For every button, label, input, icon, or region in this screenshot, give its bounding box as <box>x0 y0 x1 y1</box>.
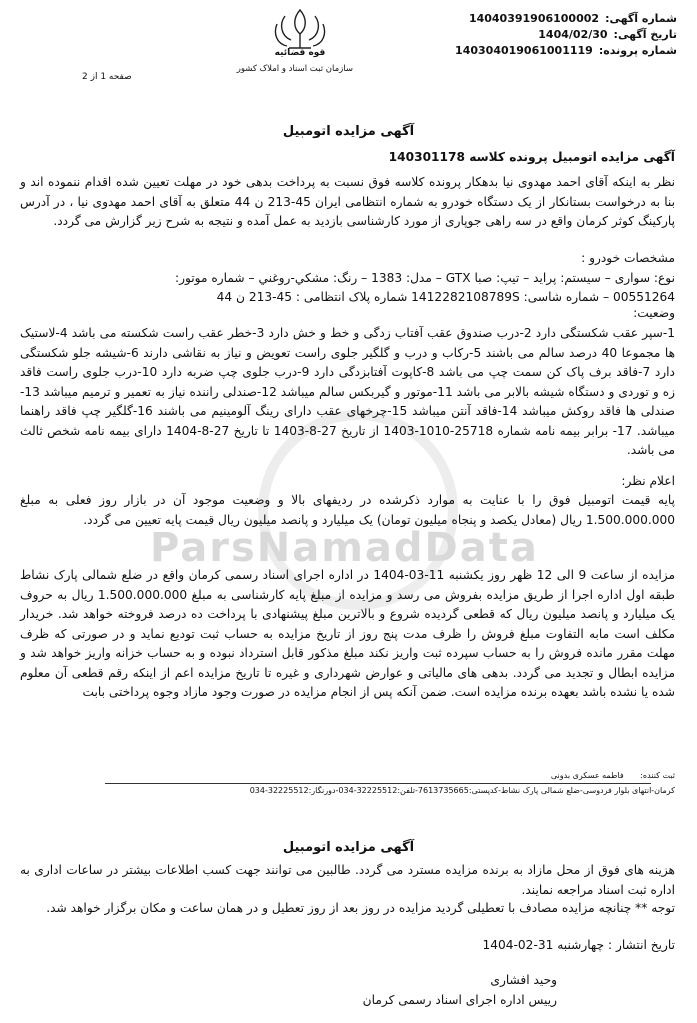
ad-number-row <box>469 12 677 25</box>
specs-line1: نوع: سواری – سیستم: پراید – تیپ: صبا GTX – مدل: 1383 – رنگ: مشکي-روغني – شماره موتور: <box>175 271 675 285</box>
page-number: صفحه 1 از 2 <box>82 72 132 82</box>
org-line1: قوه قضائیه <box>274 48 326 58</box>
file-number-label: شماره پرونده: <box>598 44 677 57</box>
file-number: 140304019061001119 <box>455 44 593 57</box>
watermark: ParsNamadData <box>150 525 539 571</box>
ad-number: 14040391906100002 <box>468 12 600 25</box>
specs-heading: مشخصات خودرو : <box>581 251 675 265</box>
notice2-body: هزینه های فوق از محل مازاد به برنده مزایده مسترد می گردد. طالبین می توانند جهت کسب اطلاعات بیشتر در ساعات اداری به اداره ثبت اسناد مراجعه نمایند. <box>20 863 675 897</box>
condition-heading: وضعیت: <box>633 306 675 320</box>
notice1-intro: نظر به اینکه آقای احمد مهدوی نیا بدهکار پرونده کلاسه فوق نسبت به پرداخت بدهی خود در مهلت تعیین شده اقدام ننموده اند و بنا به درخواست بستانکار از یک دستگاه خودرو به شماره انتظامی ایران 45-213 ن 44 متعلق به آقای احمد مهدوی نیا ، در آدرس پارکینگ کوثر کرمان واقع در سه راهی جوپاری از مورد کارشناسی بازدید به عمل آمده و نتیجه به شرح زیر گزارش می گردد. <box>20 175 676 228</box>
registrar-name: فاطمه عسکری بدونی <box>550 771 624 780</box>
footer-divider <box>105 783 651 784</box>
ad-date: 1404/02/30 <box>538 28 608 41</box>
notice1-subtitle: آگهی مزایده اتومبیل پرونده کلاسه 140301178 <box>388 150 675 164</box>
auction-text: مزایده از ساعت 9 الی 12 ظهر روز یکشنبه 11-03-1404 در اداره اجرای اسناد رسمی کرمان واقع در ضلع شمالی پارک نشاط طبقه اول اداره اجرا از طریق مزایده بفروش می رسد و مزایده از مبلغ پایه کارشناسی به مبلغ 1.500.000.000 ریال به حروف یک میلیارد و پانصد میلیون ریال که قطعی گردیده شروع و بالاترین مبلغ پیشنهادی با پرداخت ده درصد فروخته خواهد شد. خریدار مکلف است مابه التفاوت مبلغ فروش را ظرف مدت پنج روز از تاریخ مزایده به حساب ثبت تودیع نماید و در صورتی که ظرف مهلت مقرر مانده فروش را به حساب سپرده ثبت واریز نکند مبلغ مذکور قابل استرداد نبوده و به حساب خزانه واریز خواهد شد و مزایده ابطال و تجدید می گردد. بدهی های مالیاتی و عوارض شهرداری و غیره تا تاریخ مزایده اعم از اینکه رقم قطعی آن معلوم شده یا نشده باشد بعهده برنده مزایده است. ضمن آنکه پس از انجام مزایده در صورت وجود مازاد وجوه پرداختی بابت <box>20 568 675 699</box>
signer-name: وحید افشاری <box>490 973 557 987</box>
signer-title: رییس اداره اجرای اسناد رسمی کرمان <box>362 993 557 1007</box>
opinion-text: پایه قیمت اتومبیل فوق را با عنایت به موارد ذکرشده در ردیفهای بالا و وضعیت موجود آن در بازار روز فعلی به مبلغ 1.500.000.000 ریال (معادل یکصد و پنجاه میلیون تومان) یک میلیارد و پانصد میلیون ریال قیمت پایه تعیین می گردد. <box>20 493 675 527</box>
condition-text: 1-سپر عقب شکستگی دارد 2-درب صندوق عقب آفتاب زدگی و خط و خش دارد 3-خطر عقب راست شکسته می باشد 4-لاستیک ها مجموعا 40 درصد سالم می باشند 5-رکاب و درب و گلگیر جلوی راست تعویض و نیاز به نقاشی دارند 6-شیشه جلو شکستگی دارد 7-فاقد برف پاک کن سمت چپ می باشد 8-کاپوت آفتابزدگی دارد 9-درب جلوی چپ ضربه دارد 10-درب جلوی راست فاقد زه و توردی و دستگاه شیشه بالابر می باشد 11-موتور و گیربکس سالم میباشد 12-صندلی راننده نیاز به تعمیر و ترمیم میباشد 13-صندلی ها فاقد روکش میباشد 14-فاقد آنتن میباشد 15-چرخهای عقب دارای رینگ آلومینیم می باشند 16-گلگیر چپ فاقد راهنما میباشد. 17- برابر بیمه نامه شماره 25718-1010-1403 از تاریخ 27-8-1403 تا تاریخ 27-8-1404 دارای بیمه نامه شخص ثالث می باشد. <box>20 326 676 457</box>
opinion-heading: اعلام نظر: <box>621 474 675 488</box>
notice1-title: آگهی مزایده اتومبیل <box>282 124 415 139</box>
ad-number-label: شماره آگهی: <box>605 12 677 25</box>
registrar-label: ثبت کننده: <box>640 771 675 780</box>
judiciary-logo <box>236 4 353 86</box>
file-number-row <box>455 44 677 57</box>
ad-date-row <box>538 28 677 41</box>
notice2-note: توجه ** چنانچه مزایده مصادف با تعطیلی گردید مزایده در روز بعد از روز تعطیل و در همان ساعت و مکان برگزار خواهد شد. <box>46 901 675 915</box>
publish-date: تاریخ انتشار : چهارشنبه 31-02-1404 <box>482 938 675 952</box>
ad-date-label: تاریخ آگهی: <box>613 28 677 41</box>
registrar-address: کرمان-انتهای بلوار فردوسی-ضلع شمالی پارک نشاط-کدپستی:7613735665-تلفن:32225512-034-دورنگار:32225512-034 <box>249 786 675 795</box>
registrar-row <box>551 771 675 780</box>
org-line2: سازمان ثبت اسناد و املاک کشور <box>236 64 353 74</box>
notice2-title: آگهی مزایده اتومبیل <box>282 840 415 855</box>
specs-line2: 00551264 – شماره شاسی: 1412282108789S شماره پلاک انتظامی : 45-213 ن 44 <box>216 290 675 304</box>
